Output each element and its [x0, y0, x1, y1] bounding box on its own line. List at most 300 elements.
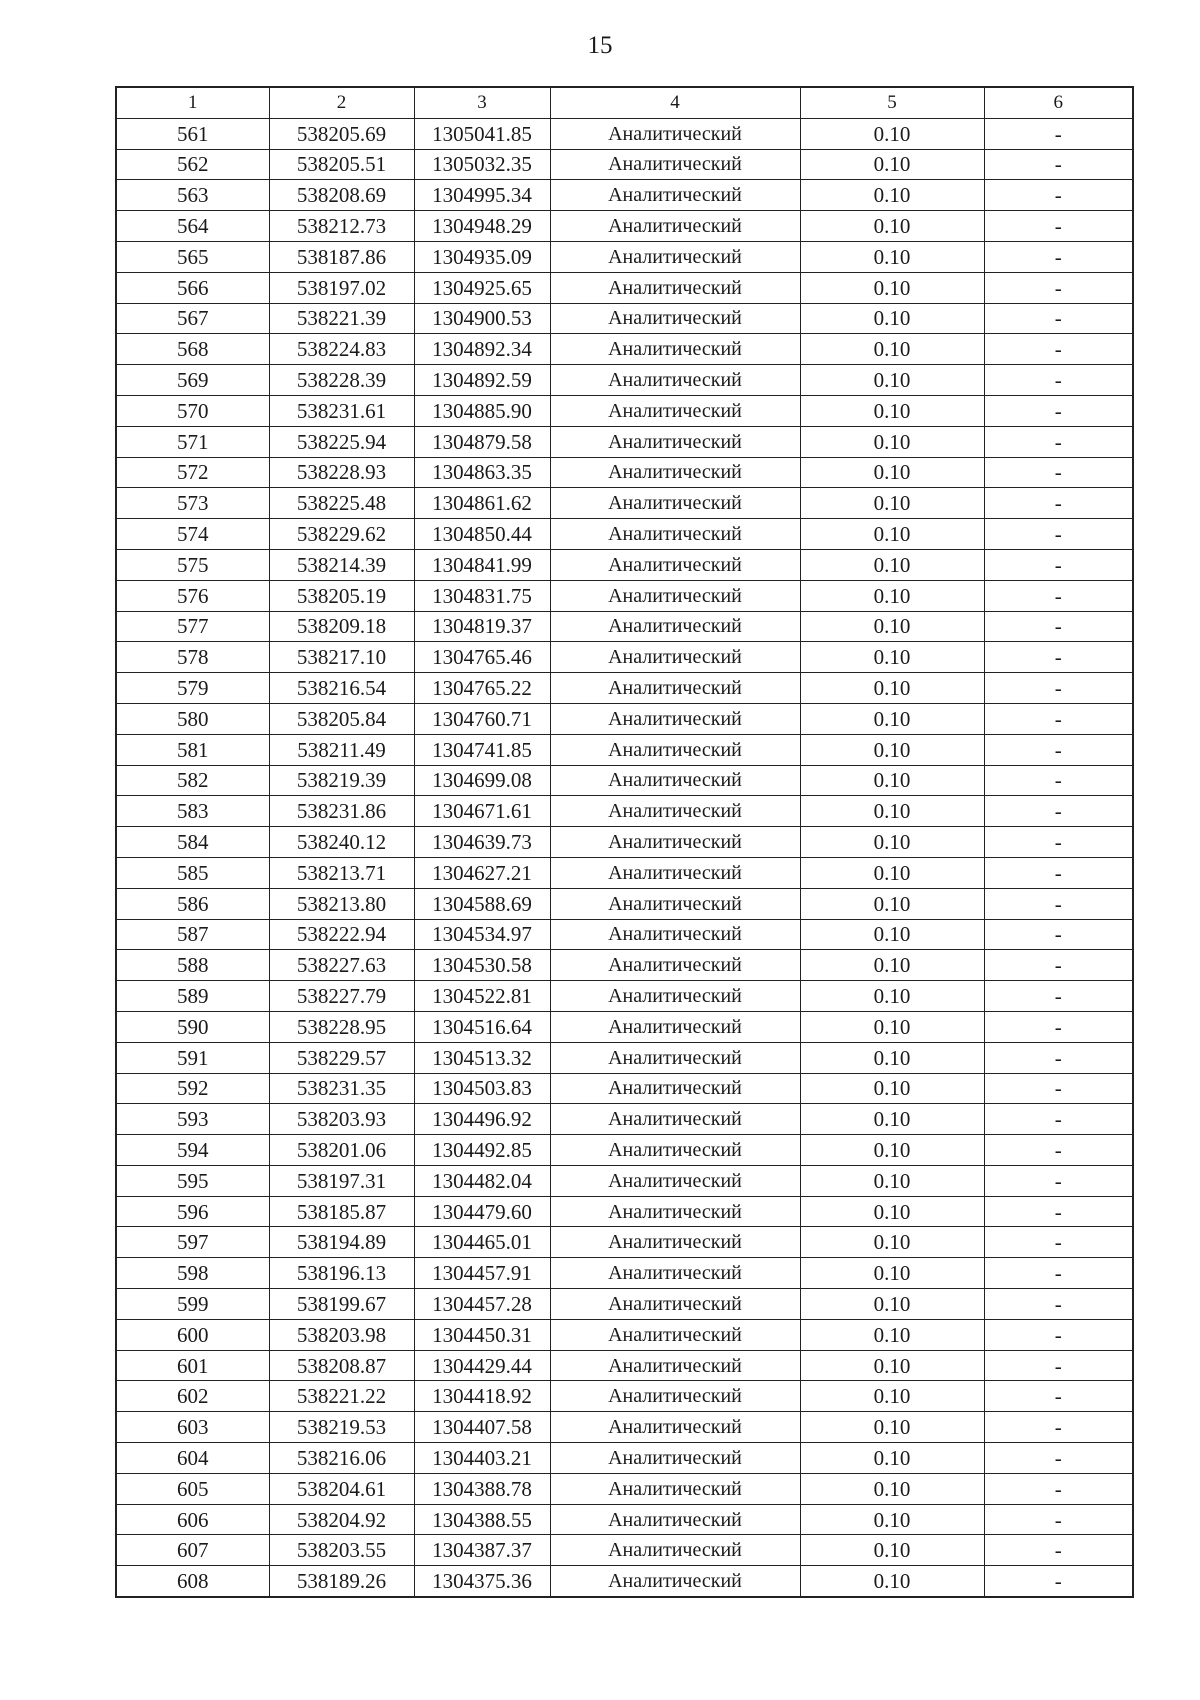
table-row [116, 272, 1133, 303]
point-number-cell: 604 [116, 1443, 269, 1474]
y-coordinate-cell: 1304450.31 [414, 1319, 550, 1350]
accuracy-cell: 0.10 [800, 1042, 984, 1073]
x-coordinate-cell: 538205.69 [269, 118, 414, 149]
accuracy-cell: 0.10 [800, 1443, 984, 1474]
y-coordinate-cell: 1304861.62 [414, 488, 550, 519]
description-cell: - [984, 118, 1133, 149]
point-number-cell: 590 [116, 1011, 269, 1042]
y-coordinate-cell: 1304479.60 [414, 1196, 550, 1227]
point-number-cell: 591 [116, 1042, 269, 1073]
header-col-1: 1 [116, 87, 269, 118]
point-number-cell: 597 [116, 1227, 269, 1258]
description-cell: - [984, 1104, 1133, 1135]
table-row [116, 426, 1133, 457]
x-coordinate-cell: 538214.39 [269, 549, 414, 580]
x-coordinate-cell: 538204.61 [269, 1473, 414, 1504]
header-col-6: 6 [984, 87, 1133, 118]
accuracy-cell: 0.10 [800, 1412, 984, 1443]
table-row [116, 919, 1133, 950]
method-cell: Аналитический [550, 857, 800, 888]
y-coordinate-cell: 1304741.85 [414, 734, 550, 765]
x-coordinate-cell: 538217.10 [269, 642, 414, 673]
accuracy-cell: 0.10 [800, 118, 984, 149]
x-coordinate-cell: 538228.93 [269, 457, 414, 488]
method-cell: Аналитический [550, 703, 800, 734]
y-coordinate-cell: 1304465.01 [414, 1227, 550, 1258]
description-cell: - [984, 734, 1133, 765]
description-cell: - [984, 1443, 1133, 1474]
method-cell: Аналитический [550, 796, 800, 827]
y-coordinate-cell: 1304522.81 [414, 981, 550, 1012]
x-coordinate-cell: 538227.79 [269, 981, 414, 1012]
method-cell: Аналитический [550, 488, 800, 519]
x-coordinate-cell: 538203.55 [269, 1535, 414, 1566]
y-coordinate-cell: 1304671.61 [414, 796, 550, 827]
point-number-cell: 564 [116, 211, 269, 242]
point-number-cell: 586 [116, 888, 269, 919]
table-row [116, 241, 1133, 272]
description-cell: - [984, 1289, 1133, 1320]
x-coordinate-cell: 538228.95 [269, 1011, 414, 1042]
accuracy-cell: 0.10 [800, 1473, 984, 1504]
point-number-cell: 594 [116, 1135, 269, 1166]
x-coordinate-cell: 538201.06 [269, 1135, 414, 1166]
description-cell: - [984, 580, 1133, 611]
method-cell: Аналитический [550, 1011, 800, 1042]
accuracy-cell: 0.10 [800, 765, 984, 796]
y-coordinate-cell: 1304588.69 [414, 888, 550, 919]
table-row [116, 580, 1133, 611]
point-number-cell: 587 [116, 919, 269, 950]
method-cell: Аналитический [550, 919, 800, 950]
description-cell: - [984, 703, 1133, 734]
table-row [116, 1073, 1133, 1104]
x-coordinate-cell: 538224.83 [269, 334, 414, 365]
x-coordinate-cell: 538203.98 [269, 1319, 414, 1350]
y-coordinate-cell: 1304892.34 [414, 334, 550, 365]
table-row [116, 950, 1133, 981]
accuracy-cell: 0.10 [800, 1011, 984, 1042]
description-cell: - [984, 1535, 1133, 1566]
point-number-cell: 578 [116, 642, 269, 673]
header-col-4: 4 [550, 87, 800, 118]
x-coordinate-cell: 538231.35 [269, 1073, 414, 1104]
point-number-cell: 573 [116, 488, 269, 519]
description-cell: - [984, 334, 1133, 365]
y-coordinate-cell: 1304492.85 [414, 1135, 550, 1166]
method-cell: Аналитический [550, 673, 800, 704]
y-coordinate-cell: 1305032.35 [414, 149, 550, 180]
y-coordinate-cell: 1304863.35 [414, 457, 550, 488]
description-cell: - [984, 673, 1133, 704]
method-cell: Аналитический [550, 457, 800, 488]
x-coordinate-cell: 538216.06 [269, 1443, 414, 1474]
table-row [116, 149, 1133, 180]
header-row [116, 87, 1133, 118]
coordinates-table [115, 86, 1134, 1598]
accuracy-cell: 0.10 [800, 519, 984, 550]
accuracy-cell: 0.10 [800, 549, 984, 580]
method-cell: Аналитический [550, 365, 800, 396]
method-cell: Аналитический [550, 395, 800, 426]
y-coordinate-cell: 1304482.04 [414, 1165, 550, 1196]
table-row [116, 1381, 1133, 1412]
table-row [116, 118, 1133, 149]
description-cell: - [984, 950, 1133, 981]
y-coordinate-cell: 1304403.21 [414, 1443, 550, 1474]
table-row [116, 180, 1133, 211]
description-cell: - [984, 1473, 1133, 1504]
y-coordinate-cell: 1304900.53 [414, 303, 550, 334]
accuracy-cell: 0.10 [800, 611, 984, 642]
point-number-cell: 581 [116, 734, 269, 765]
point-number-cell: 603 [116, 1412, 269, 1443]
x-coordinate-cell: 538219.39 [269, 765, 414, 796]
accuracy-cell: 0.10 [800, 1135, 984, 1166]
x-coordinate-cell: 538189.26 [269, 1566, 414, 1597]
method-cell: Аналитический [550, 149, 800, 180]
point-number-cell: 585 [116, 857, 269, 888]
table-row [116, 519, 1133, 550]
accuracy-cell: 0.10 [800, 1258, 984, 1289]
description-cell: - [984, 395, 1133, 426]
method-cell: Аналитический [550, 734, 800, 765]
method-cell: Аналитический [550, 765, 800, 796]
table-body [116, 118, 1133, 1597]
table-row [116, 796, 1133, 827]
method-cell: Аналитический [550, 611, 800, 642]
y-coordinate-cell: 1304429.44 [414, 1350, 550, 1381]
method-cell: Аналитический [550, 1350, 800, 1381]
table-row [116, 1289, 1133, 1320]
description-cell: - [984, 919, 1133, 950]
y-coordinate-cell: 1304388.55 [414, 1504, 550, 1535]
x-coordinate-cell: 538219.53 [269, 1412, 414, 1443]
accuracy-cell: 0.10 [800, 981, 984, 1012]
description-cell: - [984, 1135, 1133, 1166]
point-number-cell: 568 [116, 334, 269, 365]
table-row [116, 888, 1133, 919]
accuracy-cell: 0.10 [800, 1381, 984, 1412]
x-coordinate-cell: 538221.39 [269, 303, 414, 334]
point-number-cell: 576 [116, 580, 269, 611]
y-coordinate-cell: 1304627.21 [414, 857, 550, 888]
y-coordinate-cell: 1304892.59 [414, 365, 550, 396]
table-row [116, 549, 1133, 580]
table-row [116, 703, 1133, 734]
method-cell: Аналитический [550, 272, 800, 303]
accuracy-cell: 0.10 [800, 395, 984, 426]
method-cell: Аналитический [550, 1412, 800, 1443]
description-cell: - [984, 1566, 1133, 1597]
accuracy-cell: 0.10 [800, 303, 984, 334]
point-number-cell: 579 [116, 673, 269, 704]
table-row [116, 1473, 1133, 1504]
table-row [116, 303, 1133, 334]
description-cell: - [984, 1227, 1133, 1258]
point-number-cell: 606 [116, 1504, 269, 1535]
description-cell: - [984, 1350, 1133, 1381]
x-coordinate-cell: 538209.18 [269, 611, 414, 642]
page-number: 15 [587, 32, 613, 59]
point-number-cell: 602 [116, 1381, 269, 1412]
x-coordinate-cell: 538208.69 [269, 180, 414, 211]
accuracy-cell: 0.10 [800, 1504, 984, 1535]
accuracy-cell: 0.10 [800, 919, 984, 950]
accuracy-cell: 0.10 [800, 1350, 984, 1381]
header-col-5: 5 [800, 87, 984, 118]
table-row [116, 1443, 1133, 1474]
y-coordinate-cell: 1304850.44 [414, 519, 550, 550]
x-coordinate-cell: 538231.61 [269, 395, 414, 426]
x-coordinate-cell: 538228.39 [269, 365, 414, 396]
x-coordinate-cell: 538231.86 [269, 796, 414, 827]
table-row [116, 211, 1133, 242]
method-cell: Аналитический [550, 1566, 800, 1597]
description-cell: - [984, 457, 1133, 488]
description-cell: - [984, 888, 1133, 919]
description-cell: - [984, 1042, 1133, 1073]
x-coordinate-cell: 538211.49 [269, 734, 414, 765]
point-number-cell: 583 [116, 796, 269, 827]
y-coordinate-cell: 1304503.83 [414, 1073, 550, 1104]
description-cell: - [984, 1504, 1133, 1535]
method-cell: Аналитический [550, 1381, 800, 1412]
accuracy-cell: 0.10 [800, 642, 984, 673]
point-number-cell: 598 [116, 1258, 269, 1289]
table-row [116, 1011, 1133, 1042]
y-coordinate-cell: 1304388.78 [414, 1473, 550, 1504]
point-number-cell: 592 [116, 1073, 269, 1104]
point-number-cell: 569 [116, 365, 269, 396]
x-coordinate-cell: 538205.84 [269, 703, 414, 734]
y-coordinate-cell: 1304457.28 [414, 1289, 550, 1320]
table-row [116, 488, 1133, 519]
point-number-cell: 607 [116, 1535, 269, 1566]
accuracy-cell: 0.10 [800, 1535, 984, 1566]
point-number-cell: 584 [116, 827, 269, 858]
accuracy-cell: 0.10 [800, 888, 984, 919]
description-cell: - [984, 241, 1133, 272]
y-coordinate-cell: 1304516.64 [414, 1011, 550, 1042]
description-cell: - [984, 1319, 1133, 1350]
y-coordinate-cell: 1304457.91 [414, 1258, 550, 1289]
accuracy-cell: 0.10 [800, 426, 984, 457]
table-row [116, 1165, 1133, 1196]
y-coordinate-cell: 1304387.37 [414, 1535, 550, 1566]
accuracy-cell: 0.10 [800, 211, 984, 242]
header-col-2: 2 [269, 87, 414, 118]
point-number-cell: 582 [116, 765, 269, 796]
accuracy-cell: 0.10 [800, 734, 984, 765]
point-number-cell: 565 [116, 241, 269, 272]
y-coordinate-cell: 1305041.85 [414, 118, 550, 149]
table-row [116, 1535, 1133, 1566]
x-coordinate-cell: 538205.19 [269, 580, 414, 611]
x-coordinate-cell: 538197.02 [269, 272, 414, 303]
x-coordinate-cell: 538221.22 [269, 1381, 414, 1412]
description-cell: - [984, 1381, 1133, 1412]
point-number-cell: 580 [116, 703, 269, 734]
y-coordinate-cell: 1304513.32 [414, 1042, 550, 1073]
x-coordinate-cell: 538229.57 [269, 1042, 414, 1073]
description-cell: - [984, 519, 1133, 550]
y-coordinate-cell: 1304418.92 [414, 1381, 550, 1412]
x-coordinate-cell: 538240.12 [269, 827, 414, 858]
x-coordinate-cell: 538222.94 [269, 919, 414, 950]
point-number-cell: 605 [116, 1473, 269, 1504]
description-cell: - [984, 365, 1133, 396]
table-row [116, 365, 1133, 396]
table-row [116, 1504, 1133, 1535]
description-cell: - [984, 1073, 1133, 1104]
point-number-cell: 566 [116, 272, 269, 303]
description-cell: - [984, 211, 1133, 242]
point-number-cell: 599 [116, 1289, 269, 1320]
point-number-cell: 608 [116, 1566, 269, 1597]
method-cell: Аналитический [550, 580, 800, 611]
header-col-3: 3 [414, 87, 550, 118]
point-number-cell: 574 [116, 519, 269, 550]
table-row [116, 827, 1133, 858]
method-cell: Аналитический [550, 118, 800, 149]
method-cell: Аналитический [550, 1104, 800, 1135]
description-cell: - [984, 1196, 1133, 1227]
table-row [116, 857, 1133, 888]
method-cell: Аналитический [550, 241, 800, 272]
description-cell: - [984, 303, 1133, 334]
x-coordinate-cell: 538225.48 [269, 488, 414, 519]
accuracy-cell: 0.10 [800, 1566, 984, 1597]
table-row [116, 457, 1133, 488]
description-cell: - [984, 981, 1133, 1012]
table-row [116, 642, 1133, 673]
x-coordinate-cell: 538194.89 [269, 1227, 414, 1258]
method-cell: Аналитический [550, 642, 800, 673]
point-number-cell: 577 [116, 611, 269, 642]
method-cell: Аналитический [550, 1535, 800, 1566]
point-number-cell: 570 [116, 395, 269, 426]
y-coordinate-cell: 1304841.99 [414, 549, 550, 580]
y-coordinate-cell: 1304765.22 [414, 673, 550, 704]
accuracy-cell: 0.10 [800, 180, 984, 211]
table-row [116, 1135, 1133, 1166]
accuracy-cell: 0.10 [800, 673, 984, 704]
y-coordinate-cell: 1304885.90 [414, 395, 550, 426]
y-coordinate-cell: 1304760.71 [414, 703, 550, 734]
table-row [116, 1104, 1133, 1135]
x-coordinate-cell: 538216.54 [269, 673, 414, 704]
y-coordinate-cell: 1304995.34 [414, 180, 550, 211]
accuracy-cell: 0.10 [800, 1073, 984, 1104]
accuracy-cell: 0.10 [800, 1289, 984, 1320]
table-row [116, 765, 1133, 796]
method-cell: Аналитический [550, 827, 800, 858]
table-row [116, 673, 1133, 704]
table-row [116, 1319, 1133, 1350]
point-number-cell: 600 [116, 1319, 269, 1350]
x-coordinate-cell: 538185.87 [269, 1196, 414, 1227]
x-coordinate-cell: 538196.13 [269, 1258, 414, 1289]
accuracy-cell: 0.10 [800, 580, 984, 611]
point-number-cell: 601 [116, 1350, 269, 1381]
y-coordinate-cell: 1304496.92 [414, 1104, 550, 1135]
point-number-cell: 561 [116, 118, 269, 149]
point-number-cell: 595 [116, 1165, 269, 1196]
method-cell: Аналитический [550, 1473, 800, 1504]
description-cell: - [984, 642, 1133, 673]
table-row [116, 981, 1133, 1012]
y-coordinate-cell: 1304699.08 [414, 765, 550, 796]
point-number-cell: 572 [116, 457, 269, 488]
y-coordinate-cell: 1304879.58 [414, 426, 550, 457]
y-coordinate-cell: 1304935.09 [414, 241, 550, 272]
x-coordinate-cell: 538208.87 [269, 1350, 414, 1381]
accuracy-cell: 0.10 [800, 241, 984, 272]
description-cell: - [984, 827, 1133, 858]
method-cell: Аналитический [550, 1196, 800, 1227]
description-cell: - [984, 1165, 1133, 1196]
y-coordinate-cell: 1304639.73 [414, 827, 550, 858]
table-row [116, 1227, 1133, 1258]
accuracy-cell: 0.10 [800, 703, 984, 734]
table-row [116, 334, 1133, 365]
description-cell: - [984, 149, 1133, 180]
x-coordinate-cell: 538204.92 [269, 1504, 414, 1535]
description-cell: - [984, 272, 1133, 303]
description-cell: - [984, 1011, 1133, 1042]
accuracy-cell: 0.10 [800, 827, 984, 858]
accuracy-cell: 0.10 [800, 796, 984, 827]
description-cell: - [984, 611, 1133, 642]
accuracy-cell: 0.10 [800, 1319, 984, 1350]
y-coordinate-cell: 1304925.65 [414, 272, 550, 303]
description-cell: - [984, 765, 1133, 796]
table-row [116, 734, 1133, 765]
table-row [116, 1042, 1133, 1073]
accuracy-cell: 0.10 [800, 1165, 984, 1196]
y-coordinate-cell: 1304407.58 [414, 1412, 550, 1443]
description-cell: - [984, 488, 1133, 519]
table-row [116, 395, 1133, 426]
method-cell: Аналитический [550, 888, 800, 919]
y-coordinate-cell: 1304765.46 [414, 642, 550, 673]
point-number-cell: 589 [116, 981, 269, 1012]
y-coordinate-cell: 1304530.58 [414, 950, 550, 981]
method-cell: Аналитический [550, 426, 800, 457]
method-cell: Аналитический [550, 1165, 800, 1196]
method-cell: Аналитический [550, 1443, 800, 1474]
method-cell: Аналитический [550, 303, 800, 334]
method-cell: Аналитический [550, 549, 800, 580]
x-coordinate-cell: 538227.63 [269, 950, 414, 981]
method-cell: Аналитический [550, 950, 800, 981]
accuracy-cell: 0.10 [800, 488, 984, 519]
description-cell: - [984, 796, 1133, 827]
accuracy-cell: 0.10 [800, 1196, 984, 1227]
table-row [116, 1196, 1133, 1227]
point-number-cell: 563 [116, 180, 269, 211]
method-cell: Аналитический [550, 211, 800, 242]
method-cell: Аналитический [550, 180, 800, 211]
point-number-cell: 571 [116, 426, 269, 457]
x-coordinate-cell: 538187.86 [269, 241, 414, 272]
table-row [116, 1566, 1133, 1597]
x-coordinate-cell: 538197.31 [269, 1165, 414, 1196]
x-coordinate-cell: 538229.62 [269, 519, 414, 550]
accuracy-cell: 0.10 [800, 457, 984, 488]
accuracy-cell: 0.10 [800, 1104, 984, 1135]
